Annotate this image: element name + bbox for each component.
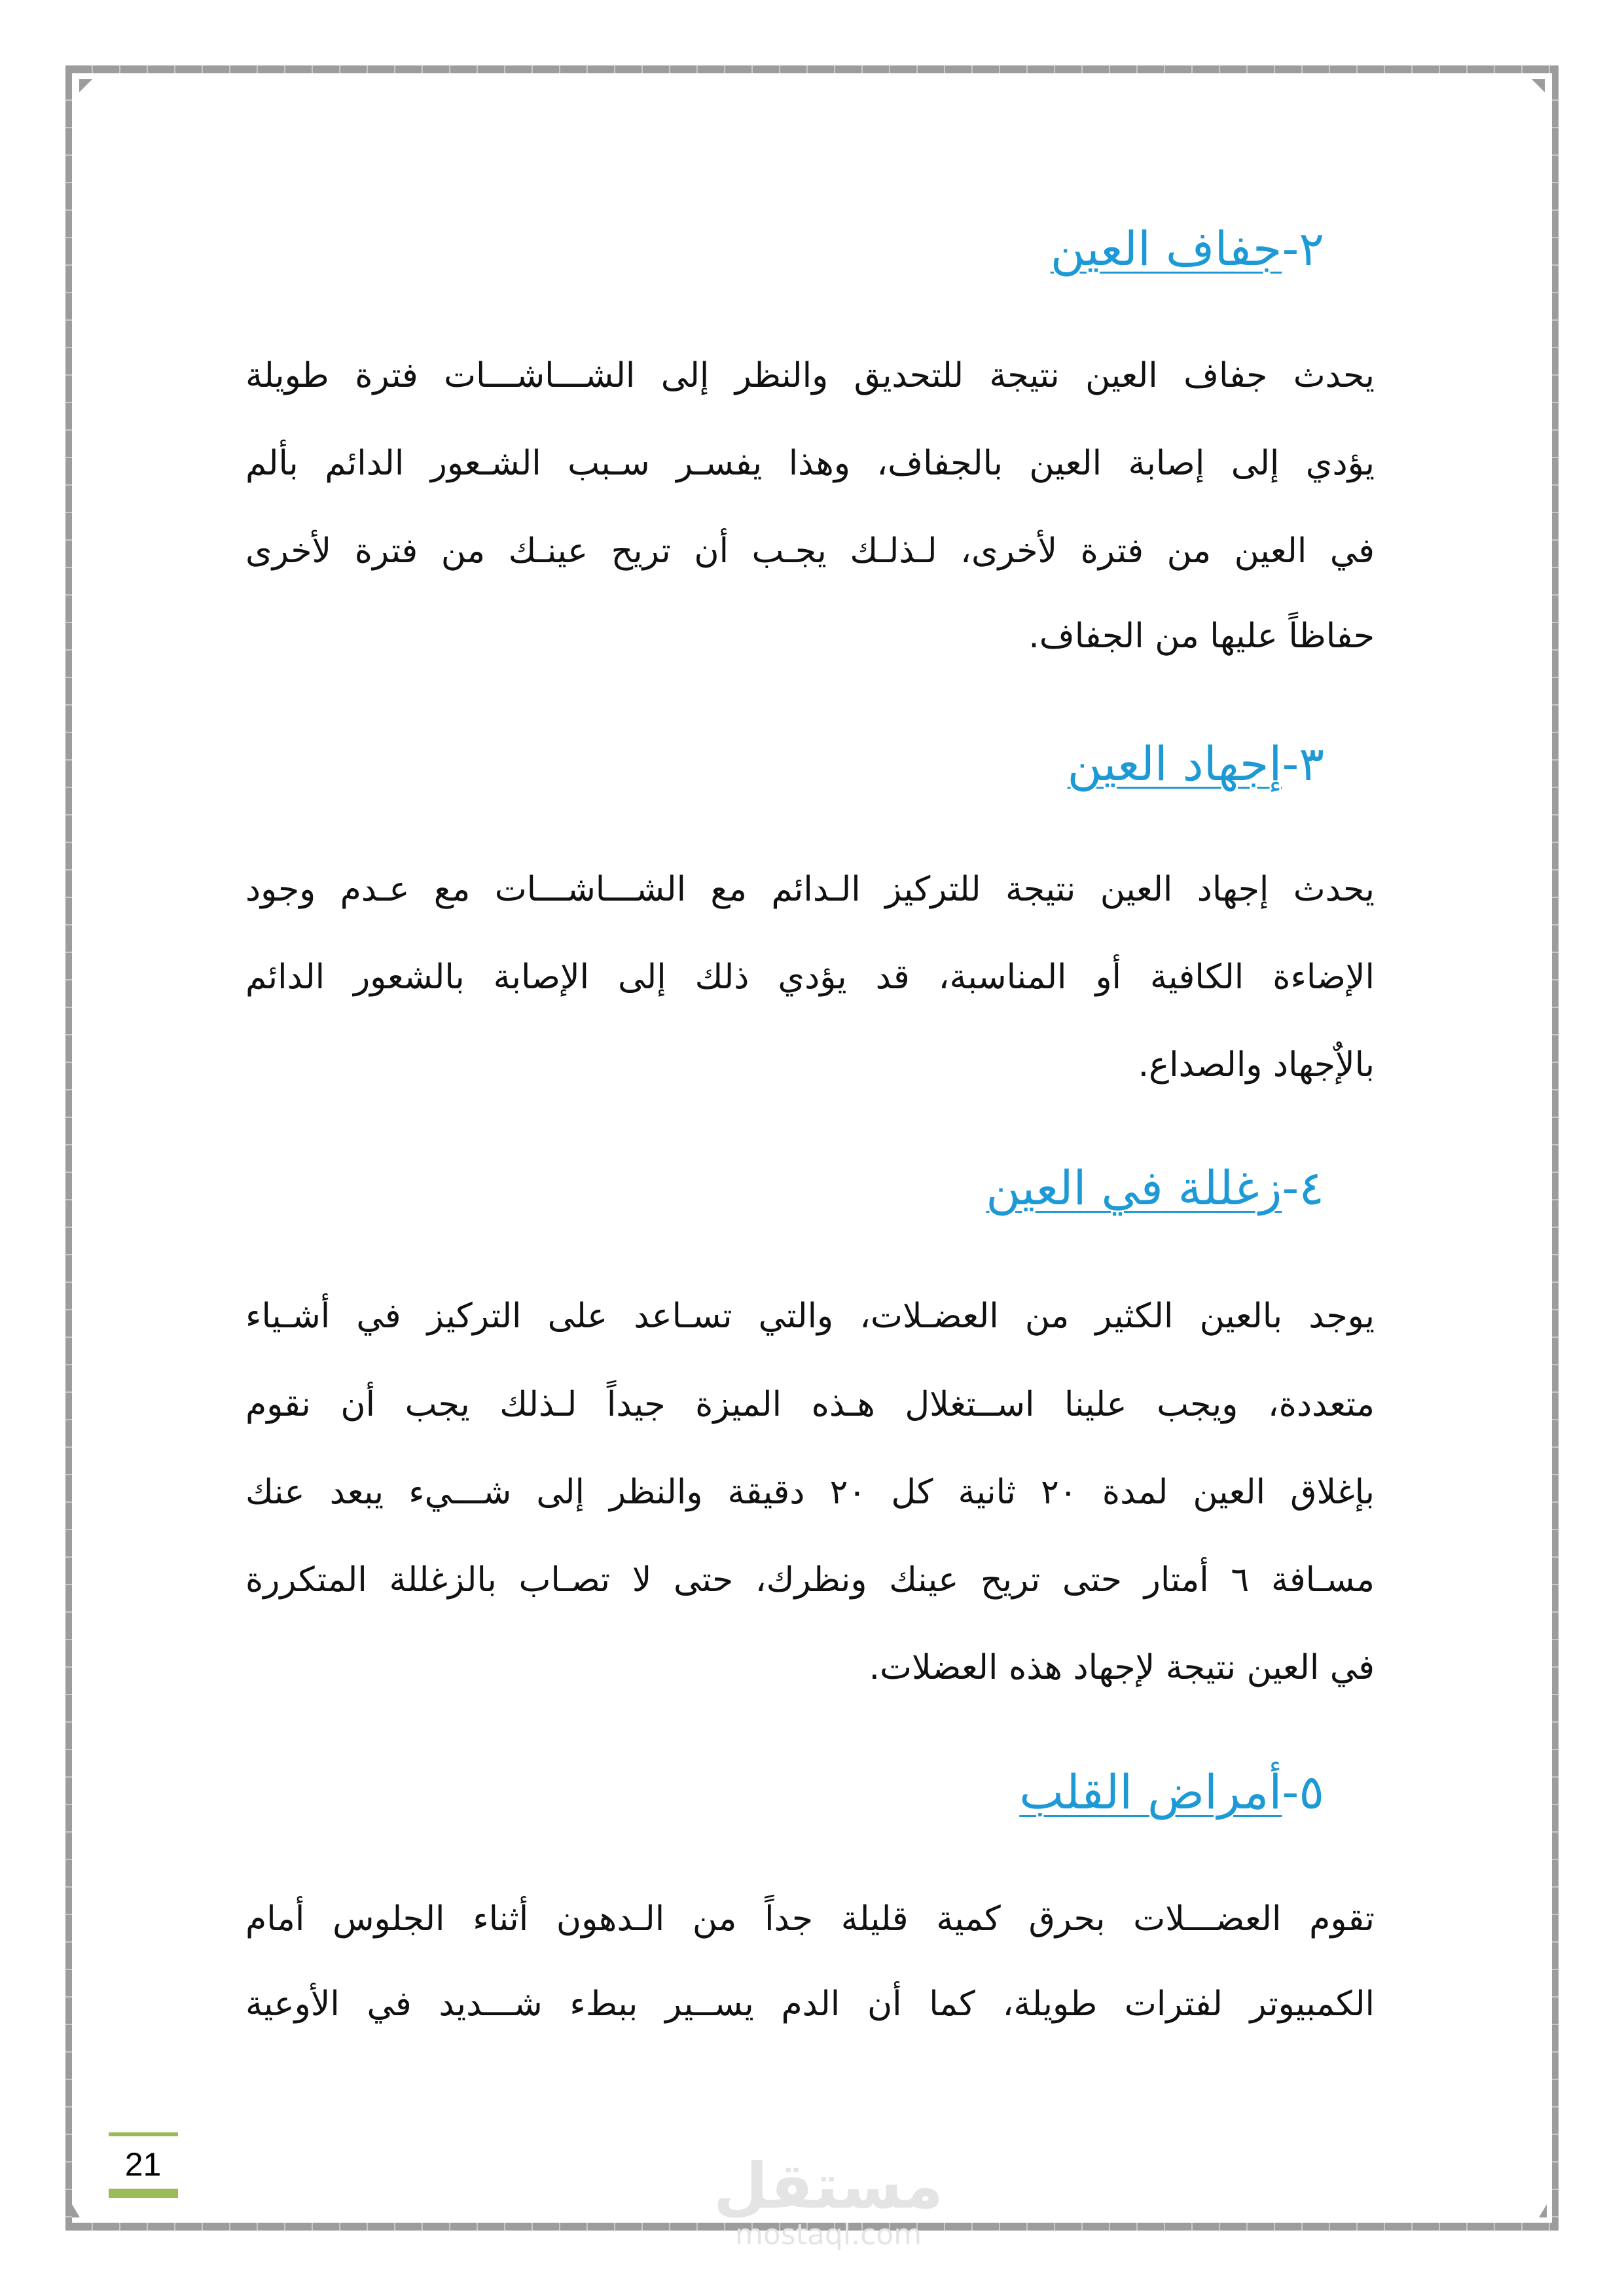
heading-number: ٥- <box>1282 1765 1324 1820</box>
paragraph-line: بإغلاق العين لمدة ٢٠ ثانية كل ٢٠ دقيقة والنظر إلى شـــيء يبعد عنك <box>245 1473 1375 1512</box>
paragraph-line: متعددة، ويجب علينا اســتغلال هـذه الميزة جيداً لـذلك يجب أن نقوم <box>245 1385 1375 1424</box>
watermark-latin: mostaql.com <box>735 2218 922 2251</box>
paragraph-line: في العين نتيجة لإجهاد هذه العضلات. <box>869 1648 1375 1687</box>
section-heading <box>986 1158 1324 1217</box>
heading-title: زغللة في العين <box>986 1160 1282 1215</box>
heading-title: أمراض القلب <box>1019 1765 1282 1820</box>
paragraph-line: الإضاءة الكافية أو المناسبة، قد يؤدي ذلك إلى الإصابة بالشعور الدائم <box>245 958 1375 997</box>
corner-triangle-icon <box>1539 2204 1547 2217</box>
frame-left <box>65 73 72 2224</box>
watermark-arabic: مستقل <box>713 2149 944 2223</box>
paragraph-line: مسـافة ٦ أمتار حتى تريح عينك ونظرك، حتى لا تصـاب بالزغللة المتكررة <box>245 1560 1375 1600</box>
paragraph-line: حفاظاً عليها من الجفاف. <box>1028 617 1375 656</box>
corner-triangle-icon <box>72 2204 80 2217</box>
corner-triangle-icon <box>1532 79 1545 92</box>
heading-number: ٢- <box>1282 221 1324 276</box>
heading-number: ٣- <box>1282 736 1324 791</box>
paragraph-line: يوجد بالعين الكثير من العضـلات، والتي تسـاعد على التركيز في أشـياء <box>245 1297 1375 1336</box>
heading-number: ٤- <box>1282 1160 1324 1215</box>
heading-title: إجهاد العين <box>1067 736 1282 791</box>
paragraph-line: يحدث إجهاد العين نتيجة للتركيز الـدائم مع الشـــاشـــات مع عـدم وجود <box>245 870 1375 909</box>
paragraph-line: يؤدي إلى إصابة العين بالجفاف، وهذا يفسـر سـبب الشـعور الدائم بألم <box>245 444 1375 483</box>
watermark-logo <box>713 2149 944 2251</box>
section-heading <box>1068 734 1324 793</box>
corner-triangle-icon <box>79 79 92 92</box>
section-heading <box>1051 219 1324 278</box>
frame-right <box>1552 73 1559 2224</box>
paragraph-line: في العين من فترة لأخرى، لـذلـك يجـب أن تريح عينـك من فترة لأخرى <box>245 531 1375 571</box>
paragraph-line: الكمبيوتر لفترات طويلة، كما أن الدم يســير ببطء شـــديد في الأوعية <box>245 1984 1375 2024</box>
paragraph-line: بالإٌجهاد والصداع. <box>1138 1045 1375 1085</box>
frame-top <box>65 65 1559 73</box>
paragraph-line: تقوم العضـــلات بحرق كمية قليلة جداً من الـدهون أثناء الجلوس أمام <box>245 1899 1375 1939</box>
page-number-bar-bottom <box>109 2189 178 2198</box>
page-number: 21 <box>124 2146 162 2183</box>
page-number-bar-top <box>109 2132 178 2136</box>
section-heading <box>1019 1763 1324 1821</box>
heading-title: جفاف العين <box>1050 221 1282 276</box>
paragraph-line: يحدث جفاف العين نتيجة للتحديق والنظر إلى الشـــاشـــات فترة طويلة <box>245 356 1375 395</box>
